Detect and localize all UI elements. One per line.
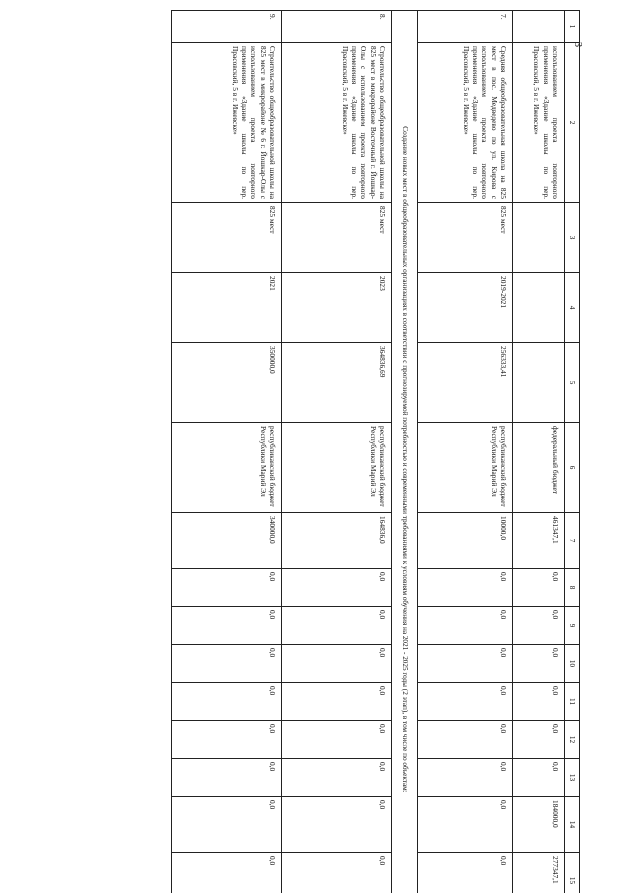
capacity: 825 мест xyxy=(282,203,392,273)
col-8: 0,0 xyxy=(282,569,392,607)
col-12: 0,0 xyxy=(172,721,282,759)
col-11: 0,0 xyxy=(172,683,282,721)
col-10: 0,0 xyxy=(172,645,282,683)
funding-source: республиканский бюджет Республики Марий Эл xyxy=(172,423,282,513)
col-14: 0,0 xyxy=(418,797,513,853)
col-13: 0,0 xyxy=(418,759,513,797)
col-15: 0,0 xyxy=(418,853,513,893)
col-7: 10000,0 xyxy=(418,513,513,569)
estimated-cost: 256333,41 xyxy=(418,343,513,423)
funding-source: республиканский бюджет Республики Марий Эл xyxy=(282,423,392,513)
section-title: Создание новых мест в общеобразовательных организациях в соответствии с прогнозируемой потребностью и современными требованиями к условиям обучения на 2021 - 2025 годы (2 этап), в том числе по объектам: xyxy=(392,11,418,893)
col-11: 0,0 xyxy=(418,683,513,721)
investment-table xyxy=(171,10,580,893)
header-col-12: 12 xyxy=(565,721,580,759)
col-14: 0,0 xyxy=(172,797,282,853)
col-15: 0,0 xyxy=(172,853,282,893)
capacity: 825 мест xyxy=(418,203,513,273)
table-row xyxy=(418,11,513,893)
estimated-cost: 350000,0 xyxy=(172,343,282,423)
years: 2023 xyxy=(282,273,392,343)
funding-source: республиканский бюджет Республики Марий Эл xyxy=(418,423,513,513)
capacity: 825 мест xyxy=(172,203,282,273)
col-9: 0,0 xyxy=(513,607,565,645)
estimated-cost: 364836,69 xyxy=(282,343,392,423)
col-15: 277347,1 xyxy=(513,853,565,893)
col-10: 0,0 xyxy=(513,645,565,683)
header-col-6: 6 xyxy=(565,423,580,513)
header-col-5: 5 xyxy=(565,343,580,423)
col-15: 0,0 xyxy=(282,853,392,893)
col-13: 0,0 xyxy=(282,759,392,797)
table-row xyxy=(172,11,282,893)
col-9: 0,0 xyxy=(282,607,392,645)
object-name: использованием проекта повторного применения «Здание школы по пер. Прасовский, 5 в г. Ижевске» xyxy=(513,43,565,203)
table-row xyxy=(282,11,392,893)
col-7: 164836,0 xyxy=(282,513,392,569)
row-number: 8. xyxy=(282,11,392,43)
header-col-15: 15 xyxy=(565,853,580,893)
header-col-2: 2 xyxy=(565,43,580,203)
row-number: 9. xyxy=(172,11,282,43)
col-12: 0,0 xyxy=(282,721,392,759)
col-13: 0,0 xyxy=(172,759,282,797)
col-8: 0,0 xyxy=(418,569,513,607)
col-9: 0,0 xyxy=(172,607,282,645)
rotated-table-container xyxy=(148,10,580,885)
col-11: 0,0 xyxy=(513,683,565,721)
header-col-3: 3 xyxy=(565,203,580,273)
estimated-cost xyxy=(513,343,565,423)
col-10: 0,0 xyxy=(282,645,392,683)
col-13: 0,0 xyxy=(513,759,565,797)
col-14: 184000,0 xyxy=(513,797,565,853)
row-number xyxy=(513,11,565,43)
capacity xyxy=(513,203,565,273)
header-row xyxy=(565,11,580,893)
col-14: 0,0 xyxy=(282,797,392,853)
header-col-13: 13 xyxy=(565,759,580,797)
col-10: 0,0 xyxy=(418,645,513,683)
years xyxy=(513,273,565,343)
years: 2019-2021 xyxy=(418,273,513,343)
years: 2021 xyxy=(172,273,282,343)
object-name: Строительство общеобразовательной школы на 825 мест в микрорайоне № 6 г. Йошкар-Олы с использованием проекта повторного применения «Здание школы по пер. Прасовский, 5 в г. Ижевске» xyxy=(172,43,282,203)
col-12: 0,0 xyxy=(513,721,565,759)
col-9: 0,0 xyxy=(418,607,513,645)
row-number: 7. xyxy=(418,11,513,43)
table-row xyxy=(513,11,565,893)
col-7: 340000,0 xyxy=(172,513,282,569)
object-name: Строительство общеобразовательной школы на 825 мест в микрорайоне Восточный г. Йошкар-Олы с использованием проекта повторного применения «Здание школы по пер. Прасовский, 5 в г. Ижевске» xyxy=(282,43,392,203)
header-col-9: 9 xyxy=(565,607,580,645)
header-col-1: 1 xyxy=(565,11,580,43)
col-7: 461347,1 xyxy=(513,513,565,569)
object-name: Средняя общеобразовательная школа на 825 мест в пос. Медведево по ул. Кирова с использованием проекта повторного применения «Здание школы по пер. Прасовский, 5 в г. Ижевске» xyxy=(418,43,513,203)
header-col-14: 14 xyxy=(565,797,580,853)
col-8: 0,0 xyxy=(513,569,565,607)
header-col-10: 10 xyxy=(565,645,580,683)
header-col-7: 7 xyxy=(565,513,580,569)
header-col-4: 4 xyxy=(565,273,580,343)
header-col-11: 11 xyxy=(565,683,580,721)
funding-source: федеральный бюджет xyxy=(513,423,565,513)
col-8: 0,0 xyxy=(172,569,282,607)
page-number: 3 xyxy=(572,42,583,47)
col-11: 0,0 xyxy=(282,683,392,721)
col-12: 0,0 xyxy=(418,721,513,759)
header-col-8: 8 xyxy=(565,569,580,607)
